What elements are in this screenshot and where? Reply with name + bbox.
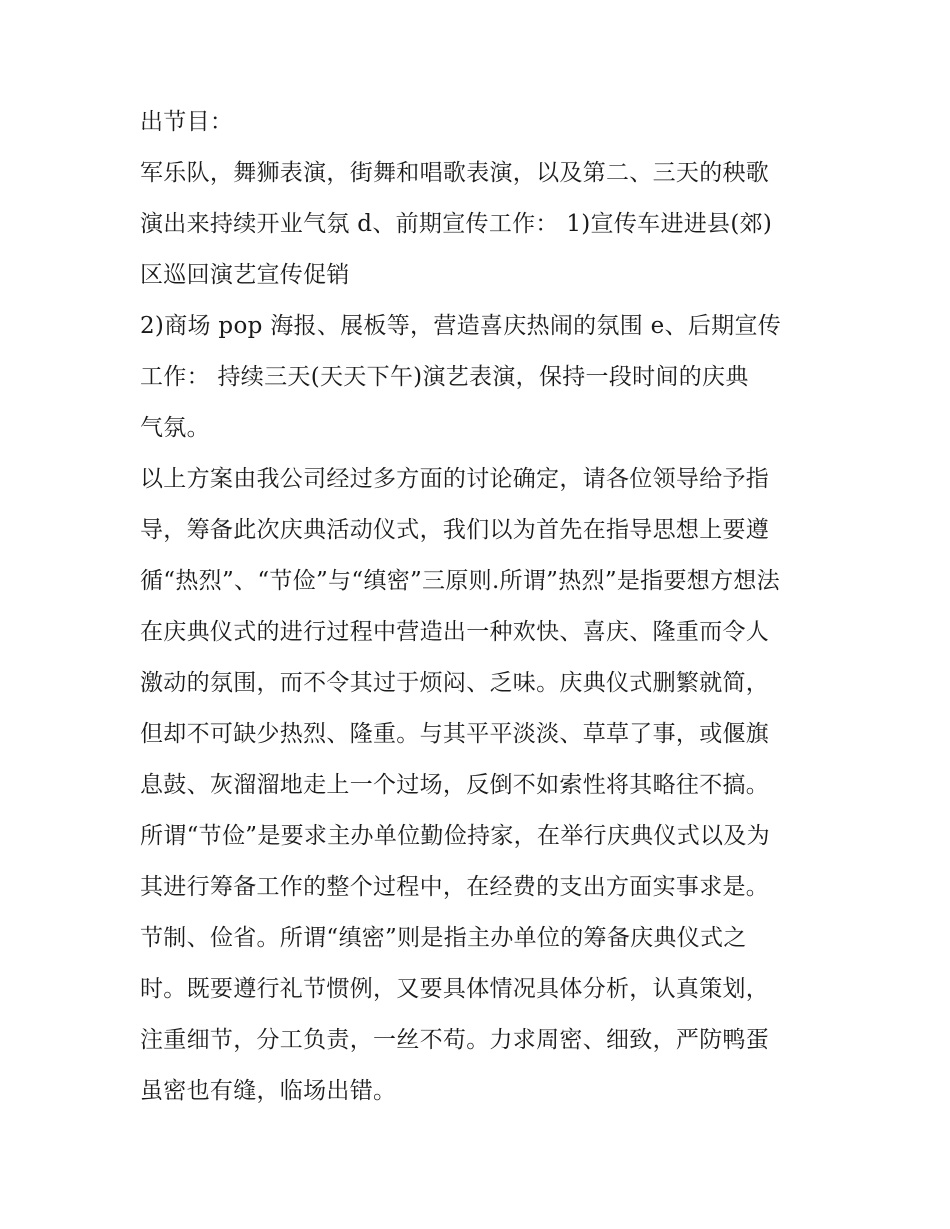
text-line: 在庆典仪式的进行过程中营造出一种欢快、喜庆、隆重而令人 (140, 619, 770, 645)
text-line: 2)商场 pop 海报、展板等，营造喜庆热闹的氛围 e、后期宣传 (140, 313, 782, 339)
text-line: 所谓“节俭”是要求主办单位勤俭持家，在举行庆典仪式以及为 (140, 823, 770, 849)
text-line: 注重细节，分工负责，一丝不苟。力求周密、细致，严防鸭蛋 (140, 1027, 770, 1053)
text-line: 循“热烈”、“节俭”与“缜密”三原则.所谓”热烈”是指要想方想法 (140, 568, 780, 594)
text-line: 其进行筹备工作的整个过程中，在经费的支出方面实事求是。 (140, 874, 770, 900)
text-line: 以上方案由我公司经过多方面的讨论确定，请各位领导给予指 (140, 466, 770, 492)
text-line: 军乐队，舞狮表演，街舞和唱歌表演，以及第二、三天的秧歌 (140, 160, 770, 186)
text-line: 工作： 持续三天(天天下午)演艺表演，保持一段时间的庆典 (140, 364, 749, 390)
text-line: 息鼓、灰溜溜地走上一个过场，反倒不如索性将其略往不搞。 (140, 772, 770, 798)
text-line: 虽密也有缝，临场出错。 (140, 1078, 397, 1104)
text-line: 气氛。 (140, 415, 210, 441)
text-line: 演出来持续开业气氛 d、前期宣传工作： 1)宣传车进进县(郊) (140, 211, 773, 237)
text-line: 出节目： (140, 109, 234, 135)
text-line: 区巡回演艺宣传促销 (140, 262, 350, 288)
text-line: 节制、俭省。所谓“缜密”则是指主办单位的筹备庆典仪式之 (140, 925, 747, 951)
text-line: 激动的氛围，而不令其过于烦闷、乏味。庆典仪式删繁就简， (140, 670, 770, 696)
text-line: 导，筹备此次庆典活动仪式，我们以为首先在指导思想上要遵 (140, 517, 770, 543)
text-line: 时。既要遵行礼节惯例，又要具体情况具体分析，认真策划， (140, 976, 770, 1002)
text-line: 但却不可缺少热烈、隆重。与其平平淡淡、草草了事，或偃旗 (140, 721, 770, 747)
